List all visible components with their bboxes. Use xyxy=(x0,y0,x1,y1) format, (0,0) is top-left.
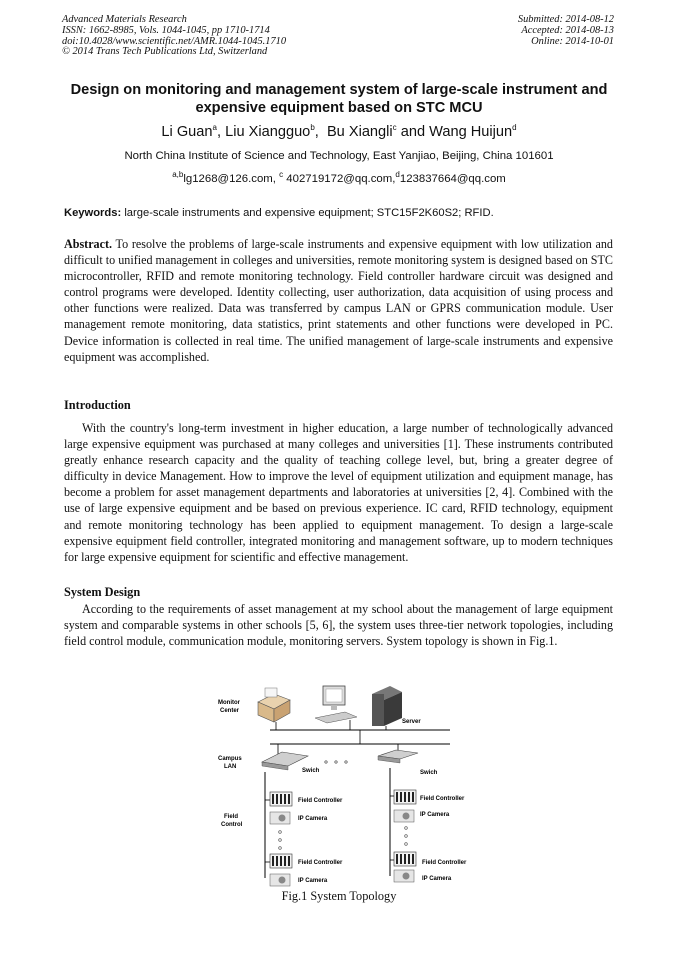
server-icon xyxy=(372,686,402,726)
introduction-paragraph: With the country's long-term investment in higher education, a large number of technologically advanced large expensive equipment was purchased at many colleges and universities [1]. These instruments contributed greatly enhance research capacity and the quality of teaching college level, but, bring a greater degree of difficulty in device Management. How to improve the level of equipment utilization and equipment manage, has become a problem for asset management departments and laboratories at universities [2, 4]. Combined with the use of large expensive equipment and be based on previous experience. IC card, RFID technology, equipment and remote monitoring technology has been applied to equipment management. To design a large-scale expensive equipment field controller, integrated monitoring and management software, up to modern techniques for large expensive equipment for scientific and effective management. xyxy=(64,421,613,564)
field-controller-label: Field Controller xyxy=(298,798,343,804)
author-sup: b xyxy=(310,123,315,132)
abstract-label: Abstract. xyxy=(64,237,113,251)
issn-line: ISSN: 1662-8985, Vols. 1044-1045, pp 1710-1714 xyxy=(62,24,270,36)
email-sup: c xyxy=(279,170,284,179)
ip-camera-label: IP Camera xyxy=(422,876,452,882)
affiliation: North China Institute of Science and Technology, East Yanjiao, Beijing, China 101601 xyxy=(124,150,554,162)
ellipsis-dot xyxy=(405,843,408,846)
copyright-line: © 2014 Trans Tech Publications Ltd, Switzerland xyxy=(62,46,268,58)
computer-icon xyxy=(315,686,357,723)
author-name: Liu Xiangguo xyxy=(225,123,311,140)
email-sup: d xyxy=(395,170,400,179)
server-label: Server xyxy=(402,719,421,725)
field-controller-icon xyxy=(270,854,292,868)
ip-camera-label: IP Camera xyxy=(298,878,328,884)
journal-header-right xyxy=(518,15,614,47)
author-emails xyxy=(40,170,638,185)
field-controller-label: Field Controller xyxy=(298,860,343,866)
email-link[interactable]: lg1268@126.com, xyxy=(183,172,276,185)
author-sup: c xyxy=(392,123,397,132)
monitor-center-label: Center xyxy=(220,708,240,714)
switch-label: Swich xyxy=(420,770,438,776)
ellipsis-dot xyxy=(279,839,282,842)
keywords xyxy=(64,207,624,219)
abstract xyxy=(64,236,613,365)
author-sup: a xyxy=(212,123,217,132)
email-link[interactable]: 402719172@qq.com, xyxy=(286,172,396,185)
field-controller-label: Field Controller xyxy=(420,796,465,802)
journal-name: Advanced Materials Research xyxy=(62,14,187,25)
printer-icon xyxy=(258,688,290,722)
system-design-paragraph: According to the requirements of asset management at my school about the management of large equipment system and comparable systems in other schools [5, 6], the system uses three-tier network topologies, including field control module, communication module, monitoring servers. System topology is shown in Fig.1. xyxy=(64,602,613,649)
ip-camera-icon xyxy=(394,810,414,822)
author-name: Bu Xiangli xyxy=(326,123,393,140)
ellipsis-dot xyxy=(279,847,282,850)
ip-camera-label: IP Camera xyxy=(298,816,328,822)
ip-camera-label: IP Camera xyxy=(420,812,450,818)
field-control-label: Field xyxy=(224,814,239,820)
ellipsis-dot xyxy=(325,761,327,763)
figure-caption: Fig.1 System Topology xyxy=(281,889,397,903)
ellipsis-dot xyxy=(405,827,408,830)
field-controller-icon xyxy=(394,852,416,866)
author-list: Li Guan$^a$, Liu Xiangguo$^b$, Bu Xiangli$^c$ and Wang Huijun$^d$ xyxy=(161,123,517,140)
submitted-date: Submitted: 2014-08-12 xyxy=(517,14,614,25)
ellipsis-dot xyxy=(335,761,337,763)
accepted-date: Accepted: 2014-08-13 xyxy=(521,24,614,36)
online-date: Online: 2014-10-01 xyxy=(531,35,614,47)
ip-camera-icon xyxy=(270,874,290,886)
field-controller-icon xyxy=(270,792,292,806)
campus-lan-label: LAN xyxy=(224,764,237,770)
author-name: Li Guan xyxy=(161,123,213,140)
author-sup: d xyxy=(512,123,517,132)
email-sup: a,b xyxy=(172,170,184,179)
journal-header-left xyxy=(62,15,286,58)
abstract-text: To resolve the problems of large-scale instruments and expensive equipment with low utilization and difficult to unified management in colleges and universities, remote monitoring system is designed based on STC microcontroller, RFID and remote monitoring technology. Field controller hardware circuit was designed and control programs were developed. Identity collecting, user authorization, data acquisition of using process and other functions were realized. Data was transferred by campus LAN or GPRS communication module. User management remote monitoring, data statistics, print statements and other functions were developed in PC. Device information is collected in real time. The unified management of large-scale instruments and expensive equipment was accomplished. xyxy=(64,237,613,364)
field-control-label: Control xyxy=(221,822,243,828)
ip-camera-icon xyxy=(270,812,290,824)
field-controller-label: Field Controller xyxy=(422,860,467,866)
doi-line: doi:10.4028/www.scientific.net/AMR.1044-1045.1710 xyxy=(62,35,287,47)
ellipsis-dot xyxy=(405,835,408,838)
ellipsis-dot xyxy=(279,831,282,834)
monitor-center-label: Monitor xyxy=(218,700,240,706)
system-topology-figure xyxy=(210,682,470,894)
campus-lan-label: Campus xyxy=(218,756,242,762)
ellipsis-dot xyxy=(345,761,347,763)
ip-camera-icon xyxy=(394,870,414,882)
keywords-label: Keywords: xyxy=(64,207,122,219)
keywords-text: large-scale instruments and expensive equipment; STC15F2K60S2; RFID. xyxy=(124,207,494,219)
section-heading-introduction: Introduction xyxy=(64,398,131,412)
switch-icon xyxy=(378,750,418,763)
section-heading-system-design: System Design xyxy=(64,585,141,599)
paper-title: Design on monitoring and management system of large-scale instrument and expensive equipment based on STC MCU xyxy=(70,82,608,116)
author-name: Wang Huijun xyxy=(429,123,513,140)
field-controller-icon xyxy=(394,790,416,804)
switch-label: Swich xyxy=(302,768,320,774)
email-link[interactable]: 123837664@qq.com xyxy=(399,172,506,185)
